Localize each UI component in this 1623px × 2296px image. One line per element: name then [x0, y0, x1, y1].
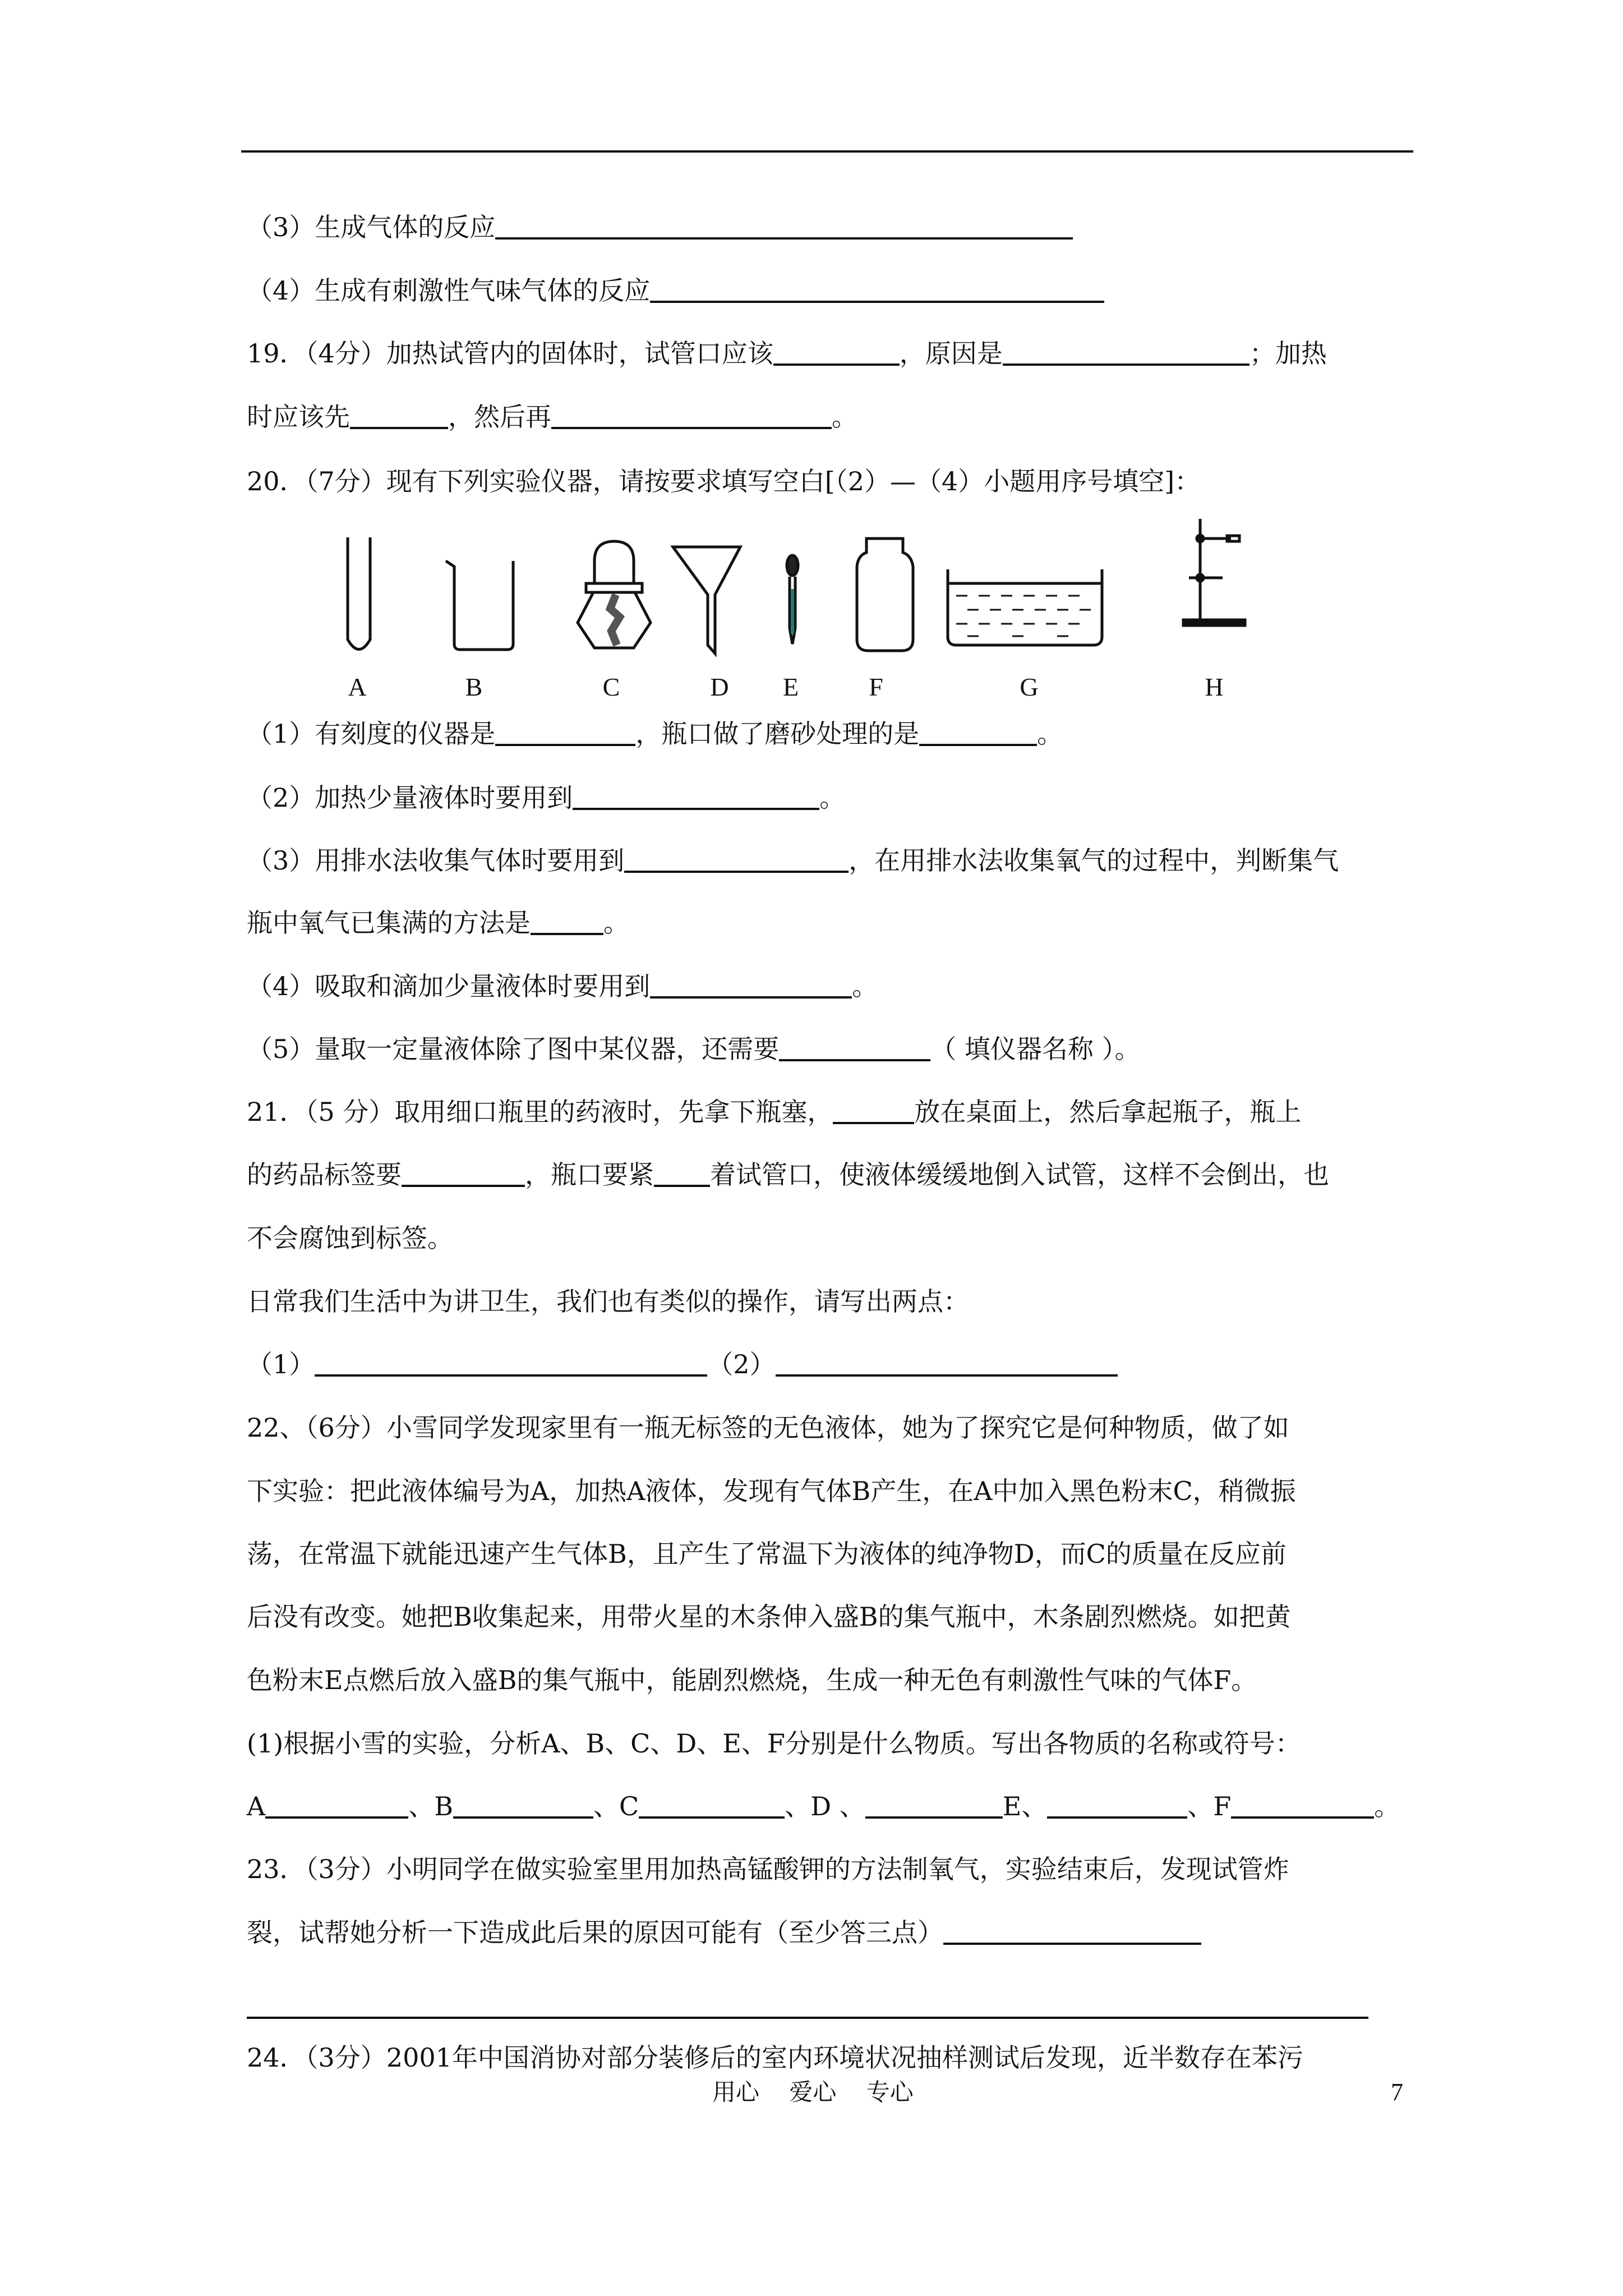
footer-item: 爱心 [789, 2078, 837, 2106]
answer-blank[interactable] [776, 1344, 1118, 1377]
apparatus-label: H [1205, 673, 1224, 701]
answer-blank[interactable] [402, 1154, 525, 1187]
apparatus-label: G [1020, 673, 1039, 701]
water-trough-icon [948, 569, 1102, 645]
q21-line-3: 不会腐蚀到标签。 [247, 1223, 453, 1253]
beaker-icon [446, 561, 513, 650]
answer-blank[interactable] [1231, 1786, 1374, 1819]
answer-blank[interactable] [650, 966, 852, 999]
q19-line-1: 19．（4分）加热试管内的固体时，试管口应该 ，原因是 ；加热 [247, 331, 1424, 376]
apparatus-label: F [869, 673, 883, 701]
q20-item-5: （5）量取一定量液体除了图中某仪器，还需要 （ 填仪器名称 ）。 [247, 1027, 1424, 1071]
apparatus-label: B [465, 673, 483, 701]
q21-line-4: 日常我们生活中为讲卫生，我们也有类似的操作，请写出两点： [247, 1286, 969, 1317]
q18-item-4: （4）生成有刺激性气味气体的反应 [247, 268, 1424, 313]
q22-line-2: 下实验：把此液体编号为A，加热A液体，发现有气体B产生，在A中加入黑色粉末C，稍微振 [247, 1476, 1296, 1506]
q22-line-3: 荡，在常温下就能迅速产生气体B，且产生了常温下为液体的纯净物D，而C的质量在反应前 [247, 1539, 1287, 1569]
answer-blank[interactable] [531, 903, 603, 935]
q22-line-5: 色粉末E点燃后放入盛B的集气瓶中，能剧烈燃烧，生成一种无色有刺激性气味的气体F。 [247, 1665, 1257, 1695]
answer-blank[interactable] [919, 714, 1037, 746]
q23-line-1: 23．（3分）小明同学在做实验室里用加热高锰酸钾的方法制氧气，实验结束后，发现试管炸 [247, 1854, 1289, 1884]
answer-line[interactable] [247, 2017, 1368, 2019]
answer-blank[interactable] [265, 1786, 408, 1819]
dropper-icon [787, 555, 798, 644]
iron-stand-icon [1183, 519, 1245, 625]
apparatus-label: D [710, 673, 729, 701]
apparatus-label: E [782, 673, 799, 701]
page-number: 7 [1391, 2078, 1403, 2106]
footer-item: 专心 [866, 2078, 914, 2106]
apparatus-label: C [602, 673, 620, 701]
q20-prompt: 20．（7分）现有下列实验仪器，请按要求填写空白[（2）—（4）小题用序号填空]： [247, 466, 1201, 496]
answer-blank[interactable] [779, 1029, 930, 1061]
answer-blank[interactable] [654, 1154, 710, 1187]
q23-line-2: 裂，试帮她分析一下造成此后果的原因可能有（至少答三点） [247, 1910, 1424, 1955]
q21-answers: （1） （2） [247, 1342, 1424, 1387]
q22-item-1: (1)根据小雪的实验，分析A、B、C、D、E、F分别是什么物质。写出各物质的名称或符号： [247, 1728, 1301, 1759]
q20-item-2: （2）加热少量液体时要用到 。 [247, 775, 1424, 820]
q20-item-3: （3）用排水法收集气体时要用到 ，在用排水法收集氧气的过程中，判断集气 [247, 838, 1424, 883]
gas-bottle-icon [857, 539, 913, 651]
answer-blank[interactable] [833, 1092, 914, 1124]
test-tube-icon [348, 537, 370, 650]
apparatus-labels [0, 665, 1623, 710]
answer-blank[interactable] [573, 777, 819, 810]
alcohol-lamp-icon [578, 541, 651, 648]
q21-line-2: 的药品标签要 ，瓶口要紧 着试管口，使液体缓缓地倒入试管，这样不会倒出，也 [247, 1152, 1424, 1197]
answer-blank[interactable] [1047, 1786, 1187, 1819]
answer-blank[interactable] [495, 714, 635, 746]
answer-blank[interactable] [315, 1344, 707, 1377]
q20-item-4: （4）吸取和滴加少量液体时要用到 。 [247, 964, 1424, 1009]
footer-motto [712, 2076, 936, 2109]
q21-line-1: 21．（5 分）取用细口瓶里的药液时，先拿下瓶塞， 放在桌面上，然后拿起瓶子，瓶上 [247, 1089, 1424, 1134]
answer-blank[interactable] [453, 1786, 593, 1819]
q22-line-1: 22、（6分）小雪同学发现家里有一瓶无标签的无色液体，她为了探究它是何种物质，做了如 [247, 1412, 1289, 1443]
q20-item-1: （1）有刻度的仪器是 ，瓶口做了磨砂处理的是 。 [247, 711, 1424, 756]
footer-item: 用心 [712, 2078, 760, 2106]
answer-blank[interactable] [943, 1912, 1201, 1945]
apparatus-label: A [348, 673, 367, 701]
q24-line-1: 24．（3分）2001年中国消协对部分装修后的室内环境状况抽样测试后发现，近半数存在苯污 [247, 2042, 1303, 2073]
q18-item-3: （3）生成气体的反应 [247, 205, 1424, 250]
answer-blank[interactable] [639, 1786, 785, 1819]
answer-blank[interactable] [624, 840, 849, 873]
q22-line-4: 后没有改变。她把B收集起来，用带火星的木条伸入盛B的集气瓶中，木条剧烈燃烧。如把黄 [247, 1602, 1291, 1632]
funnel-icon [673, 547, 740, 654]
answer-blank[interactable] [865, 1786, 1003, 1819]
q19-line-2: 时应该先 ，然后再 。 [247, 394, 1424, 439]
q22-answers: A 、B 、C 、D 、 E、 、F 。 [247, 1784, 1424, 1829]
q20-item-3-cont: 瓶中氧气已集满的方法是 。 [247, 900, 1424, 945]
